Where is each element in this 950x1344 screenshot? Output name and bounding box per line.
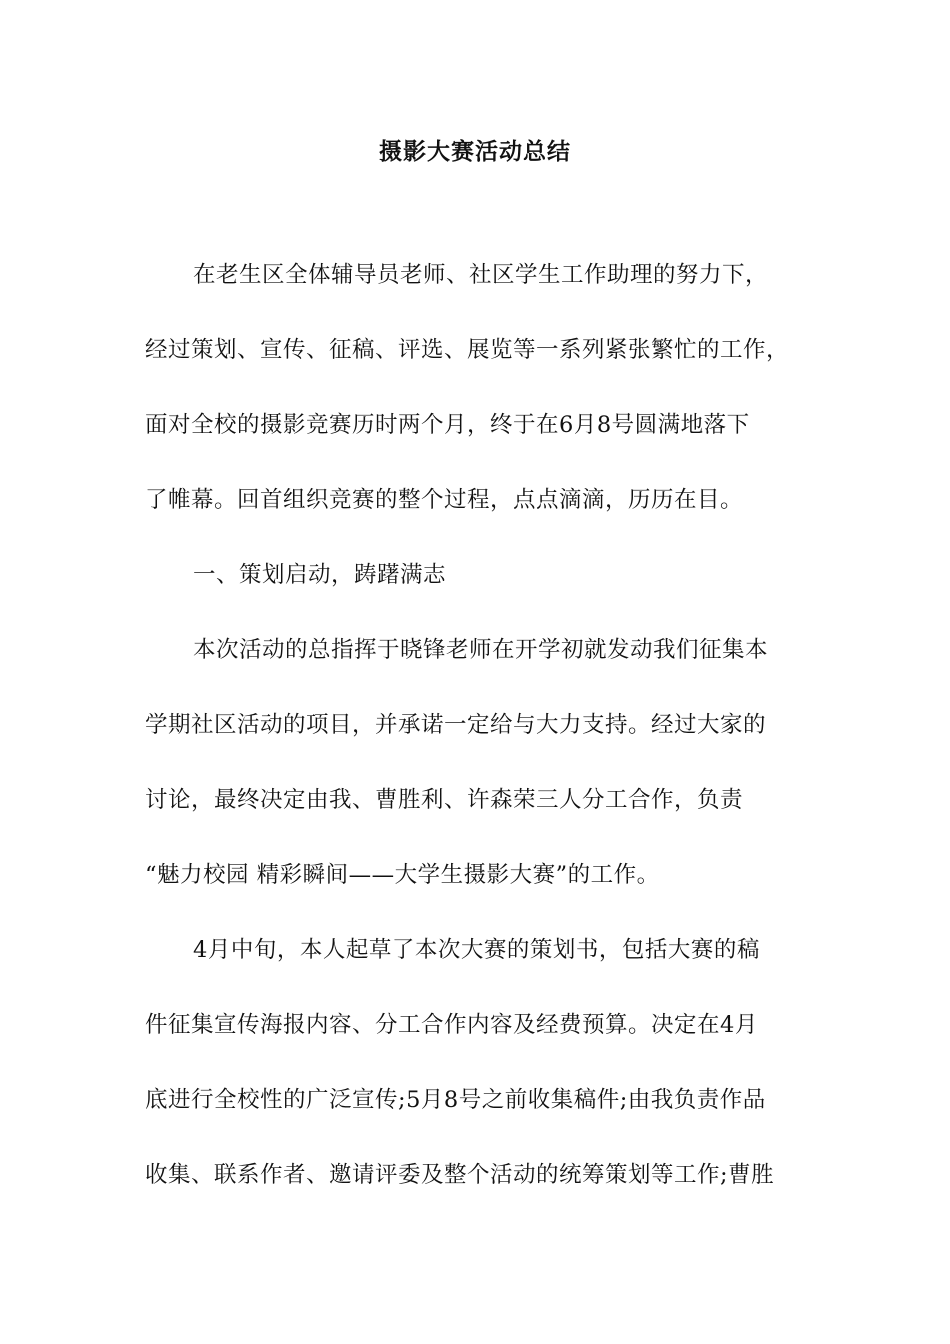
paragraph-line: 在老生区全体辅导员老师、社区学生工作助理的努力下， bbox=[193, 262, 769, 288]
paragraph-line: 讨论，最终决定由我、曹胜利、许森荣三人分工合作，负责 bbox=[145, 787, 744, 813]
paragraph-line: 件征集宣传海报内容、分工合作内容及经费预算。决定在4月 bbox=[145, 1012, 758, 1038]
paragraph-line: 面对全校的摄影竞赛历时两个月，终于在6月8号圆满地落下 bbox=[145, 412, 750, 438]
section-heading: 一、策划启动，踌躇满志 bbox=[193, 562, 447, 588]
paragraph-line: 了帷幕。回首组织竞赛的整个过程，点点滴滴，历历在目。 bbox=[145, 487, 744, 513]
paragraph-line: 经过策划、宣传、征稿、评选、展览等一系列紧张繁忙的工作， bbox=[145, 337, 790, 363]
paragraph-line: “魅力校园 精彩瞬间——大学生摄影大赛”的工作。 bbox=[145, 862, 660, 888]
paragraph-line: 底进行全校性的广泛宣传;5月8号之前收集稿件;由我负责作品 bbox=[145, 1087, 766, 1113]
paragraph-line: 收集、联系作者、邀请评委及整个活动的统筹策划等工作;曹胜 bbox=[145, 1162, 775, 1188]
paragraph-line: 本次活动的总指挥于晓锋老师在开学初就发动我们征集本 bbox=[193, 637, 769, 663]
paragraph-line: 学期社区活动的项目，并承诺一定给与大力支持。经过大家的 bbox=[145, 712, 767, 738]
document-title: 摄影大赛活动总结 bbox=[379, 138, 571, 165]
paragraph-line: 4月中旬，本人起草了本次大赛的策划书，包括大赛的稿 bbox=[193, 937, 760, 963]
